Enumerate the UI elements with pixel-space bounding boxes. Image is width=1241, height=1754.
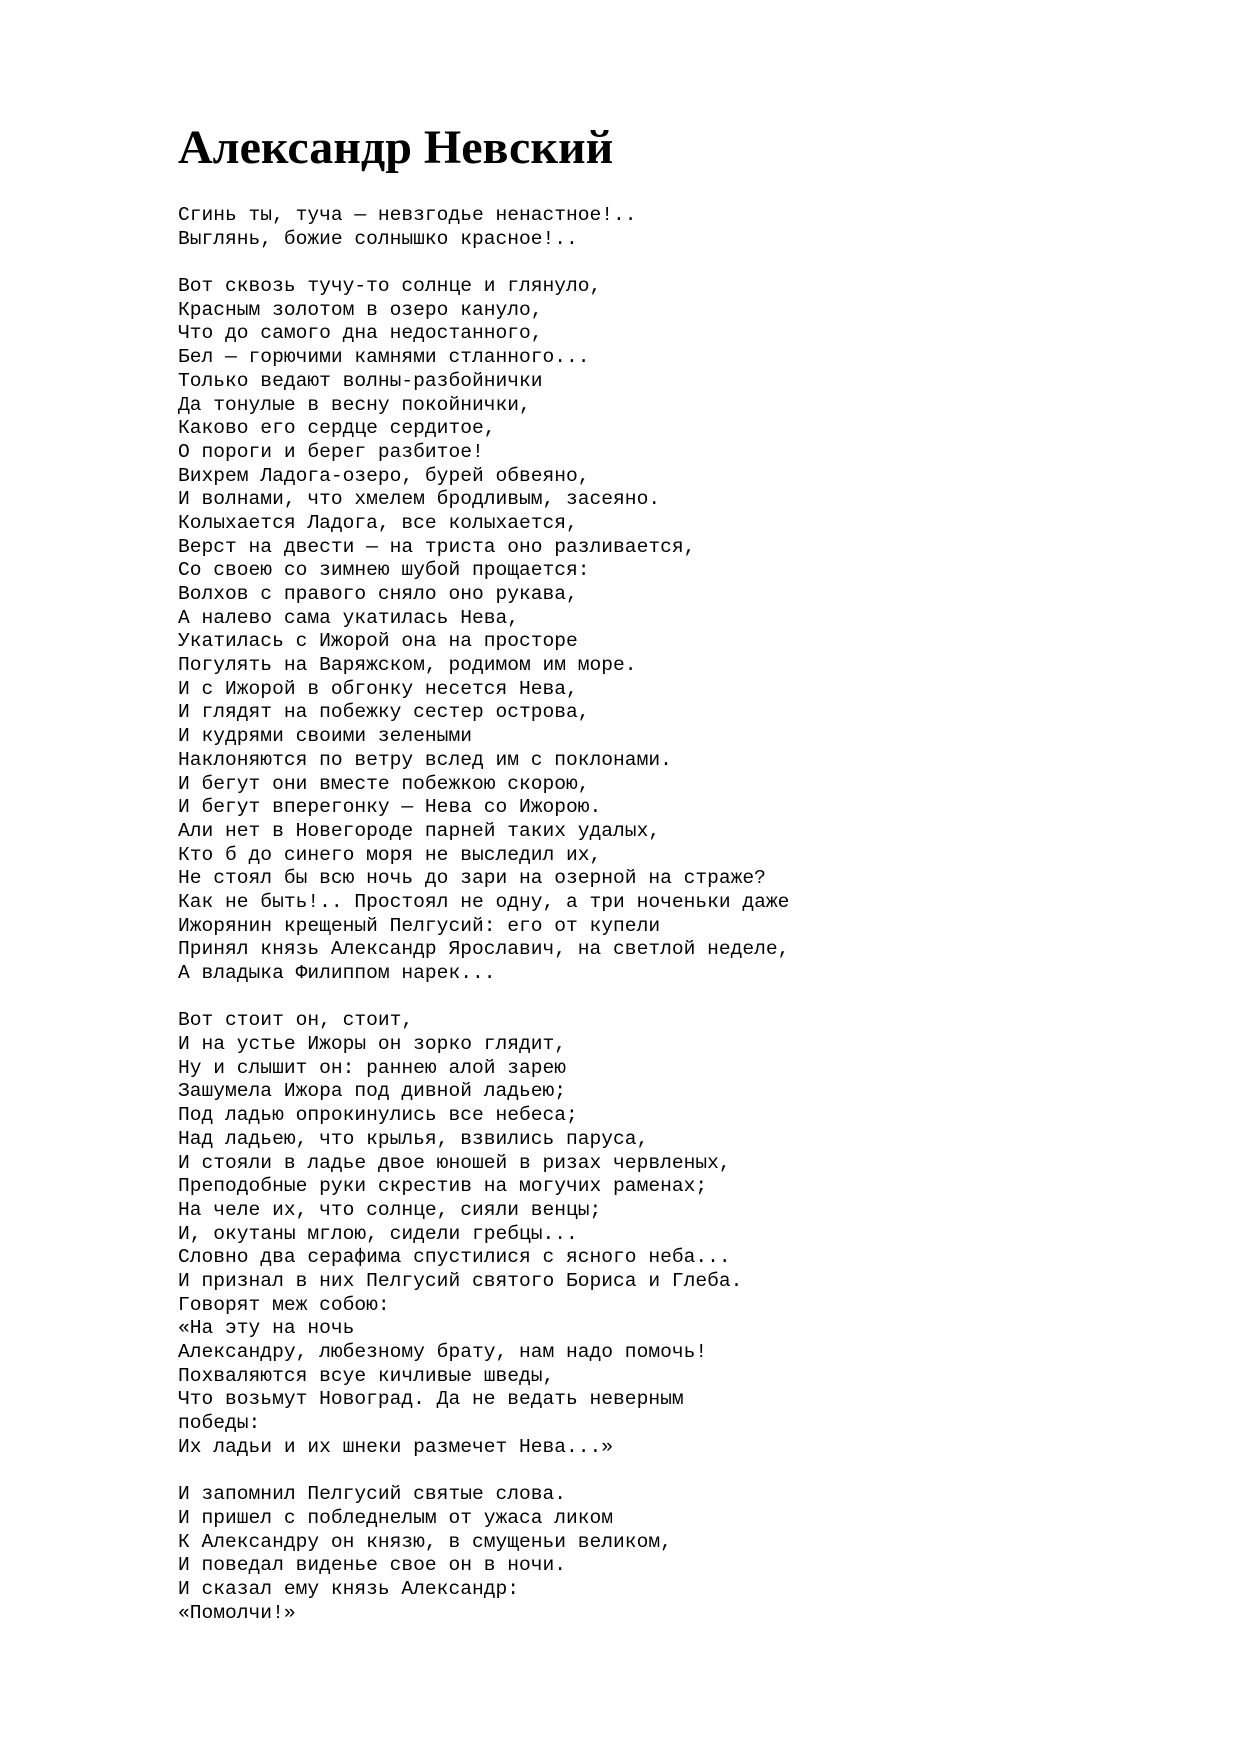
poem-stanza [178, 1483, 1178, 1625]
poem-line: Красным золотом в озеро кануло, [178, 298, 543, 321]
poem-line: Верст на двести — на триста оно разливается, [178, 535, 696, 558]
poem-line: Ижорянин крещеный Пелгусий: его от купели [178, 914, 661, 937]
poem-line: Что до самого дна недостанного, [178, 322, 543, 345]
poem-line: И поведал виденье свое он в ночи. [178, 1554, 567, 1577]
poem-line: А налево сама укатилась Нева, [178, 606, 519, 629]
poem-line: Колыхается Ладога, все колыхается, [178, 511, 578, 534]
poem-line: И бегут они вместе побежкою скорою, [178, 772, 590, 795]
poem-line: Не стоял бы всю ночь до зари на озерной на страже? [178, 867, 766, 890]
poem-line: «Помолчи!» [178, 1601, 296, 1624]
poem-line: Погулять на Варяжском, родимом им море. [178, 654, 637, 677]
poem-line: И запомнил Пелгусий святые слова. [178, 1483, 567, 1506]
poem-line: Наклоняются по ветру вслед им с поклонами. [178, 748, 672, 771]
poem-line: А владыка Филиппом нарек... [178, 962, 496, 984]
poem-line: И бегут вперегонку — Нева со Ижорою. [178, 796, 602, 819]
poem-line: победы: [178, 1412, 261, 1435]
poem-line: Сгинь ты, туча — невзгодье ненастное!.. [178, 204, 637, 226]
poem-line: Преподобные руки скрестив на могучих раменах; [178, 1175, 708, 1198]
poem-line: Только ведают волны-разбойнички [178, 369, 543, 392]
poem-line: И признал в них Пелгусий святого Бориса и Глеба. [178, 1269, 743, 1292]
poem-line: Бел — горючими камнями стланного... [178, 346, 590, 369]
poem-line: Ну и слышит он: раннею алой зарею [178, 1056, 567, 1079]
poem-line: И сказал ему князь Александр: [178, 1577, 519, 1600]
poem-line: Что возьмут Новоград. Да не ведать неверным [178, 1388, 684, 1411]
poem-line: Волхов с правого сняло оно рукава, [178, 583, 578, 605]
poem-line: Над ладьею, что крылья, взвились паруса, [178, 1127, 649, 1150]
poem-line: Со своею со зимнею шубой прощается: [178, 559, 590, 582]
poem-line: Каково его сердце сердитое, [178, 417, 496, 440]
poem-line: Похваляются всуе кичливые шведы, [178, 1364, 555, 1387]
poem-line: И на устье Ижоры он зорко глядит, [178, 1033, 567, 1056]
poem-stanza [178, 204, 1178, 251]
poem-stanza [178, 275, 1178, 986]
poem-line: И стояли в ладье двое юношей в ризах червленых, [178, 1151, 731, 1174]
poem-line: Александру, любезному брату, нам надо помочь! [178, 1341, 708, 1363]
poem-body [178, 204, 1178, 1649]
poem-line: Укатилась с Ижорой она на просторе [178, 630, 578, 653]
poem-line: Али нет в Новегороде парней таких удалых, [178, 819, 661, 842]
poem-line: Вот сквозь тучу-то солнце и глянуло, [178, 275, 602, 298]
poem-line: Словно два серафима спустилися с ясного неба... [178, 1246, 731, 1269]
poem-line: И волнами, что хмелем бродливым, засеяно. [178, 488, 661, 511]
poem-stanza [178, 1009, 1178, 1459]
poem-line: Выглянь, божие солнышко красное!.. [178, 227, 578, 250]
poem-line: «На эту на ночь [178, 1317, 355, 1340]
poem-line: Вот стоит он, стоит, [178, 1009, 414, 1032]
poem-line: На челе их, что солнце, сияли венцы; [178, 1198, 602, 1221]
poem-line: Как не быть!.. Простоял не одну, а три ноченьки даже [178, 890, 790, 913]
poem-line: Зашумела Ижора под дивной ладьею; [178, 1080, 567, 1103]
poem-line: Их ладьи и их шнеки размечет Нева...» [178, 1435, 614, 1458]
poem-line: Кто б до синего моря не выследил их, [178, 843, 602, 866]
poem-line: Под ладью опрокинулись все небеса; [178, 1104, 578, 1127]
poem-line: И, окутаны мглою, сидели гребцы... [178, 1222, 578, 1245]
poem-line: И с Ижорой в обгонку несется Нева, [178, 677, 578, 700]
poem-line: Вихрем Ладога-озеро, бурей обвеяно, [178, 464, 590, 487]
document-title: Александр Невский [178, 121, 614, 174]
poem-line: К Александру он князю, в смущеньи великом, [178, 1530, 672, 1553]
poem-line: Да тонулые в весну покойнички, [178, 393, 531, 416]
poem-line: О пороги и берег разбитое! [178, 440, 484, 463]
poem-line: И кудрями своими зелеными [178, 725, 472, 748]
poem-line: И глядят на побежку сестер острова, [178, 701, 590, 724]
poem-line: Принял князь Александр Ярославич, на светлой неделе, [178, 938, 790, 961]
poem-line: Говорят меж собою: [178, 1293, 390, 1316]
poem-line: И пришел с побледнелым от ужаса ликом [178, 1506, 614, 1529]
